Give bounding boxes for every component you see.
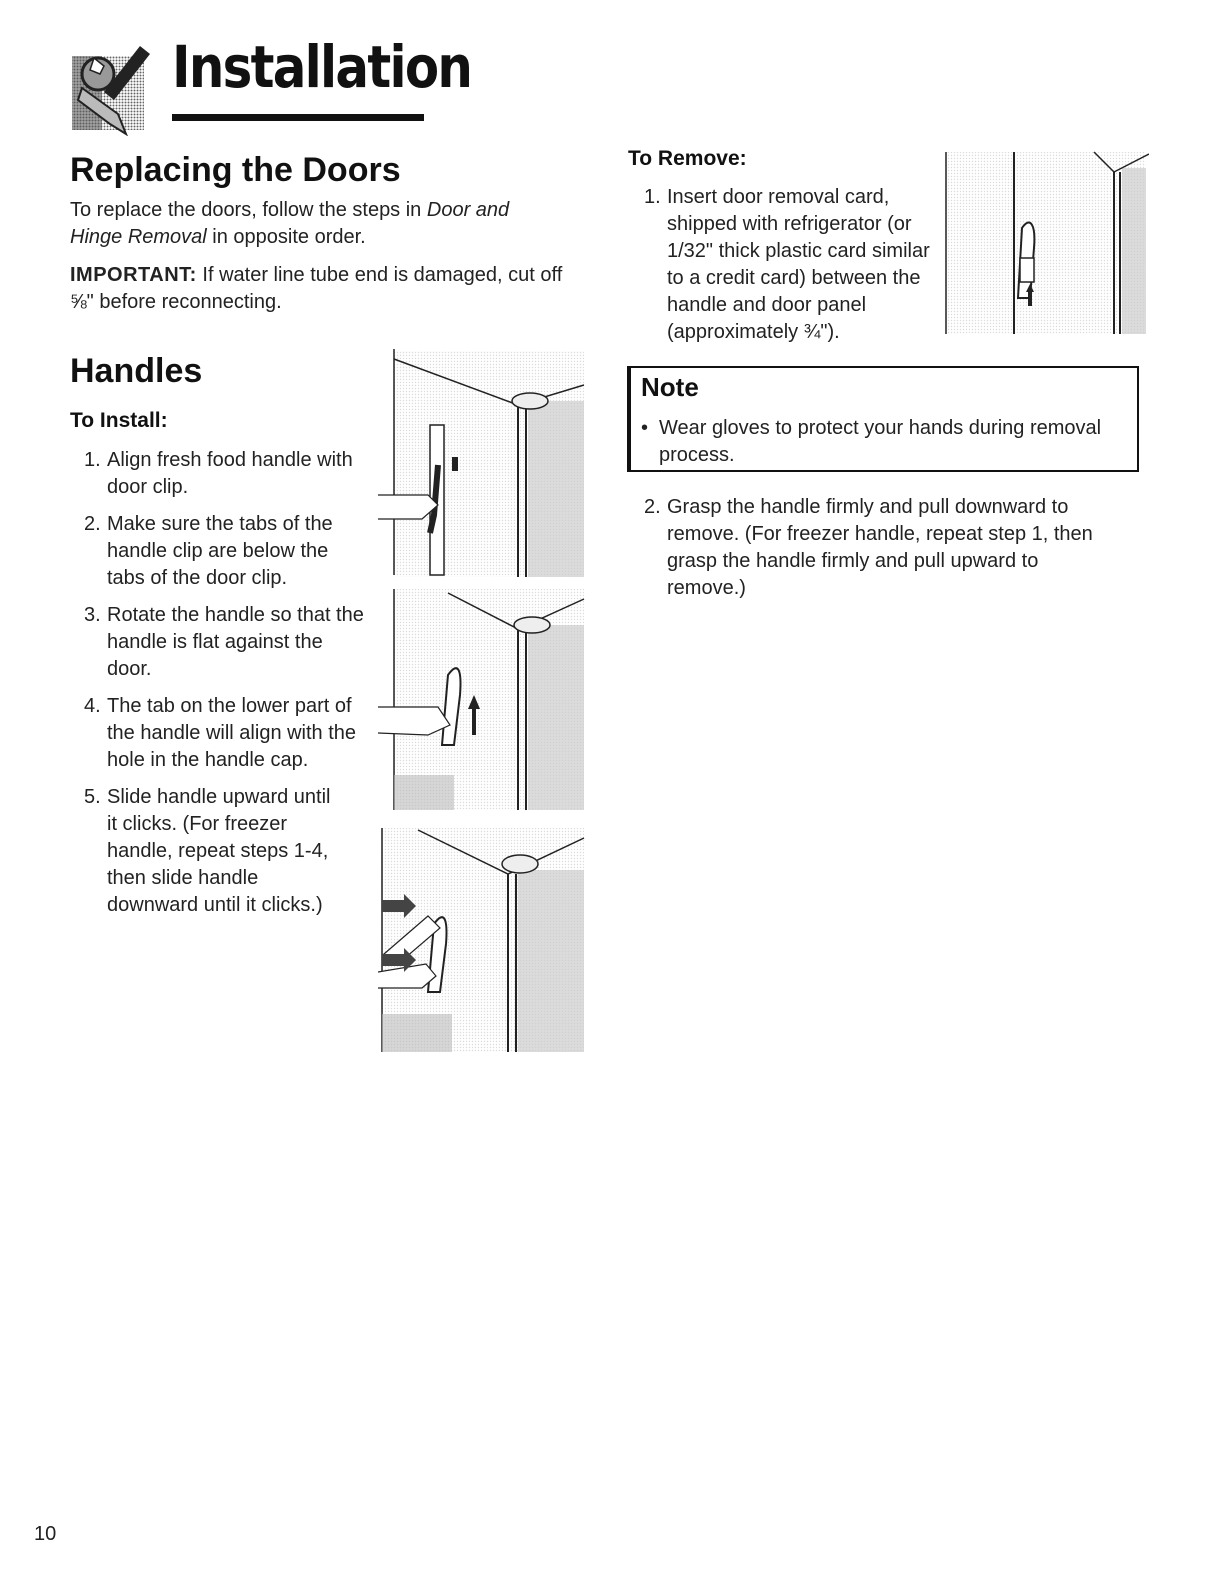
handle-install-illustration-1 <box>378 345 590 577</box>
replacing-intro <box>70 197 560 251</box>
remove-step-1 <box>644 184 942 346</box>
list-item: 3. Rotate the handle so that the handle is flat against the door. <box>84 604 364 680</box>
bullet-icon: • <box>641 417 649 439</box>
to-install-heading: To Install: <box>70 409 168 432</box>
handle-install-illustration-2 <box>378 585 590 810</box>
list-item: 1. Align fresh food handle with door clip. <box>84 449 353 498</box>
remove-step-2 <box>644 494 1114 602</box>
note-bullet-item <box>641 415 1131 469</box>
install-steps <box>84 447 364 919</box>
intro-italic: Door and Hinge Removal <box>70 199 510 248</box>
note-title: Note <box>641 372 699 402</box>
important-paragraph <box>70 262 580 316</box>
handles-heading: Handles <box>70 352 203 390</box>
to-remove-heading: To Remove: <box>628 147 747 170</box>
list-item: 4. The tab on the lower part of the handle will align with the hole in the handle cap. <box>84 695 357 771</box>
wrench-icon <box>70 44 150 136</box>
list-item: 2. Grasp the handle firmly and pull downward to remove. (For freezer handle, repeat step 1, then grasp the handle firmly and pull upward to remove.) <box>644 496 1093 599</box>
page-number: 10 <box>34 1523 57 1545</box>
list-item: 5. Slide handle upward until it clicks. (For freezer handle, repeat steps 1-4, then slide handle downward until it clicks.) <box>84 786 331 916</box>
handle-install-illustration-3 <box>378 824 590 1052</box>
note-text: Wear gloves to protect your hands during removal process. <box>659 417 1102 466</box>
list-item: 2. Make sure the tabs of the handle clip are below the tabs of the door clip. <box>84 513 333 589</box>
important-text: If water line tube end is damaged, cut off ⅝" before reconnecting. <box>70 264 563 313</box>
important-label: IMPORTANT: <box>70 264 197 286</box>
list-item: 1. Insert door removal card, shipped with refrigerator (or 1/32" thick plastic card similar to a credit card) between the handle and door panel (approximately ¾"). <box>644 186 930 343</box>
note-left-bar <box>627 366 631 472</box>
replacing-doors-heading: Replacing the Doors <box>70 151 401 189</box>
title-underline <box>172 114 424 121</box>
intro-text-2: in opposite order. <box>206 226 366 248</box>
intro-text-1: To replace the doors, follow the steps in <box>70 199 427 221</box>
door-removal-card-illustration <box>944 148 1149 334</box>
page-title: Installation <box>172 33 472 101</box>
